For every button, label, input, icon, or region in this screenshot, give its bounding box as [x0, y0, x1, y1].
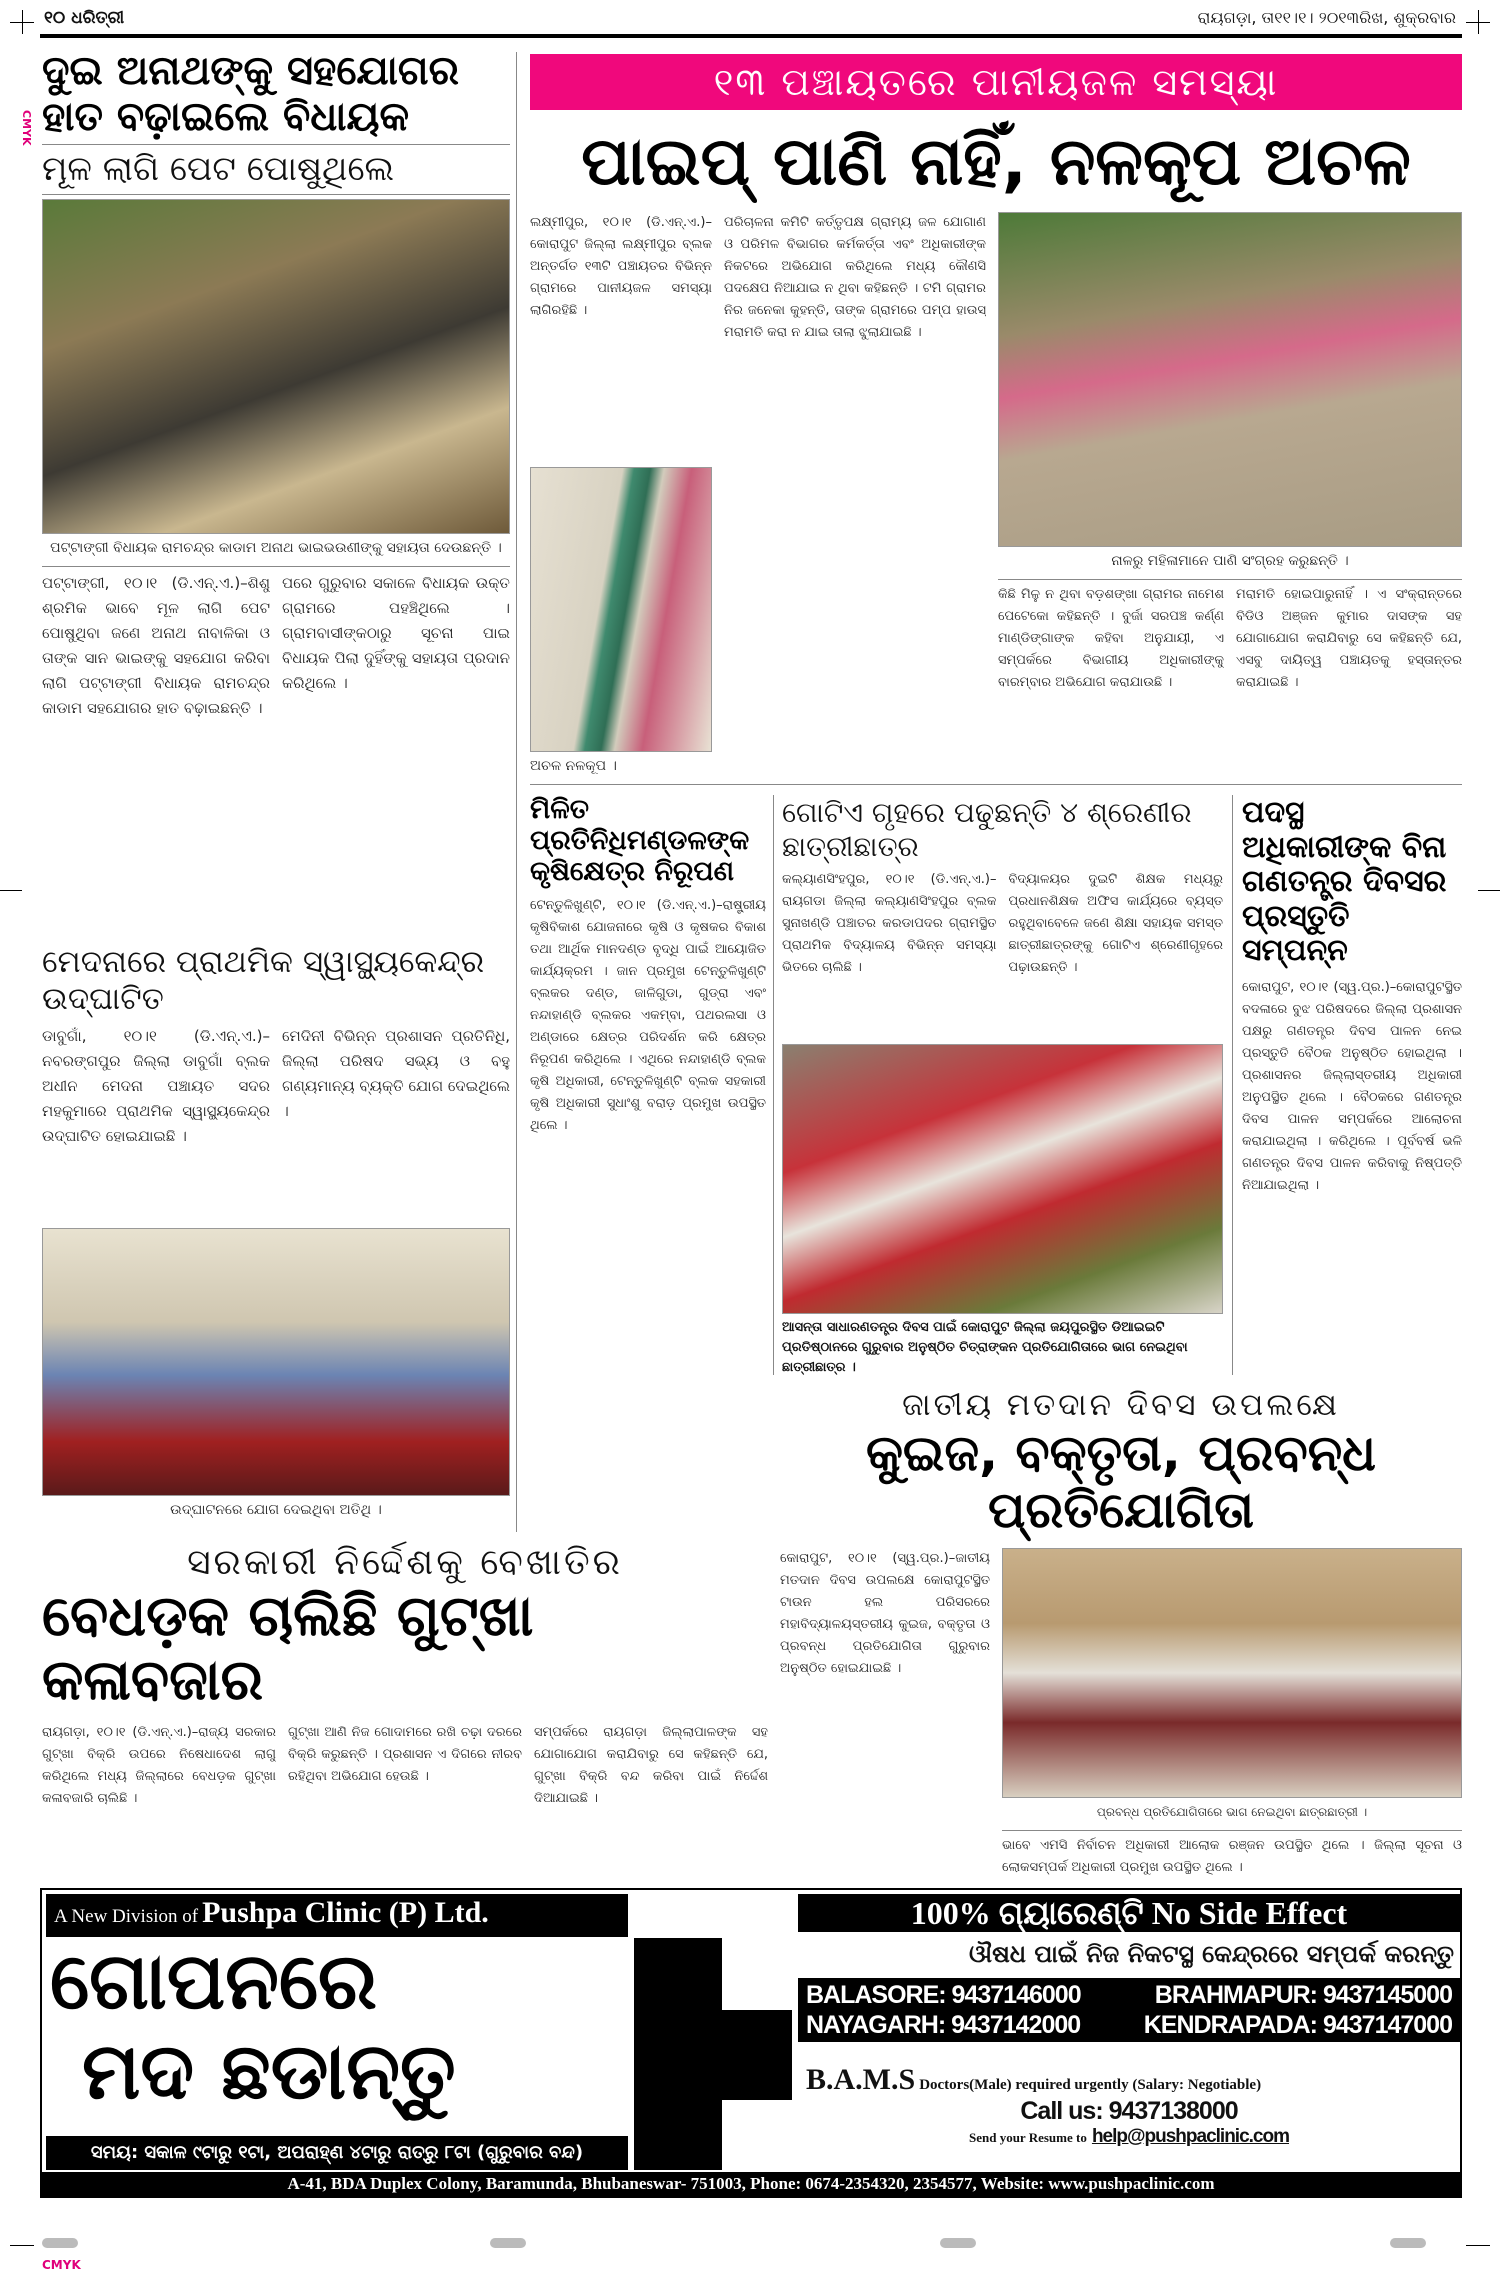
headline-republic-day: ପଦସ୍ଥ ଅଧିକାରୀଙ୍କ ବିନା ଗଣତନ୍ତ୍ର ଦିବସର ପ୍ରସ୍ତୁତି ସମ୍ପନ୍ନ — [1242, 796, 1447, 968]
kicker-banner-water: ୧୩ ପଞ୍ଚାୟତରେ ପାନୀୟଜଳ ସମସ୍ୟା — [530, 54, 1462, 110]
column-divider — [516, 52, 517, 1532]
body-krushi: ଟେନ୍ତୁଳିଖୁଣ୍ଟି, ୧୦।୧ (ଡି.ଏନ୍.ଏ.)–ରାଷ୍ଟ୍ରୀୟ କୃଷିବିକାଶ ଯୋଜନାରେ କୃଷି ଓ କୃଷକର ବିକାଶ ତଥା ଆର୍ଥିକ ମାନଦଣ୍ଡ ବୃଦ୍ଧି ପାଇଁ ଆୟୋଜିତ କାର୍ଯ୍ୟକ୍ରମ । ଜାନ ପ୍ରମୁଖ ଟେନ୍ତୁଳିଖୁଣ୍ଟି ବ୍ଲକର ଦଣ୍ଡ, ଜାଳିଗୁଡା, ଗୁଡ୍ରା ଏବଂ ନନ୍ଦାହାଣ୍ଡି ବ୍ଲକର ଏକମ୍ବା, ପଥରଲସା ଓ ଅଣ୍ଡାରେ କ୍ଷେତ୍ର ପରିଦର୍ଶନ କରି କ୍ଷେତ୍ର ନିରୂପଣ କରିଥିଲେ । ଏଥିରେ ନନ୍ଦାହାଣ୍ଡି ବ୍ଲକ କୃଷି ଅଧିକାରୀ, ଟେନ୍ତୁଳିଖୁଣ୍ଟି ବ୍ଲକ ସହକାରୀ କୃଷି ଅଧିକାରୀ ସୁଧାଂଶୁ ବରାଡ଼ ପ୍ରମୁଖ ଉପସ୍ଥିତ ଥିଲେ । — [530, 898, 766, 1134]
caption-voter-day: ପ୍ରବନ୍ଧ ପ୍ରତିଯୋଗିତାରେ ଭାଗ ନେଇଥିବା ଛାତ୍ରଛାତ୍ରୀ । — [1096, 1804, 1368, 1819]
center-nayagarh: NAYAGARH: 9437142000 — [806, 2010, 1081, 2039]
photo-defunct-tubewell — [530, 467, 712, 752]
registration-mark — [1478, 10, 1479, 34]
kicker-voter-day: ଜାତୀୟ ମତଦାନ ଦିବସ ଉପଲକ୍ଷେ — [902, 1387, 1340, 1423]
registration-mark — [0, 890, 22, 891]
divider — [42, 144, 510, 145]
divider — [42, 566, 510, 567]
body-voter-col1: କୋରାପୁଟ, ୧୦।୧ (ସ୍ୱ.ପ୍ର.)–ଜାତୀୟ ମତଦାନ ଦିବସ ଉପଲକ୍ଷେ କୋରାପୁଟସ୍ଥିତ ଟାଉନ ହଲ ପରିସରରେ ମହାବିଦ୍ୟାଳୟସ୍ତରୀୟ କୁଇଜ, ବକ୍ତୃତା ଓ ପ୍ରବନ୍ଧ ପ୍ରତିଯୋଗିତା ଗୁରୁବାର ଅନୁଷ୍ଠିତ ହୋଇଯାଇଛି । — [780, 1550, 990, 1676]
page-label: ୧୦ ଧରିତ୍ରୀ — [44, 8, 125, 28]
color-tag-footer: CMYK — [42, 2258, 81, 2272]
ad-resume-line — [806, 2126, 1452, 2149]
center-kendrapada: KENDRAPADA: 9437147000 — [1143, 2010, 1452, 2039]
ad-contact-line: ଔଷଧ ପାଇଁ ନିଜ ନିକଟସ୍ଥ କେନ୍ଦ୍ରରେ ସମ୍ପର୍କ କରନ୍ତୁ — [969, 1940, 1454, 1968]
ad-right-panel — [798, 1894, 1460, 2170]
story-republic-day — [1242, 796, 1462, 1378]
body-orphans-col1: ପଟ୍ଟାଙ୍ଗୀ, ୧୦।୧ (ଡି.ଏନ୍.ଏ.)–ଶିଶୁ ଶ୍ରମିକ ଭାବେ ମୂଳ ଲାଗି ପେଟ ପୋଷୁଥିବା ଜଣେ ଅନାଥ ନାବାଳିକା ଓ ତାଙ୍କ ସାନ ଭାଇଙ୍କୁ ସହଯୋଗ କରିବା ଲାଗି ପଟ୍ଟାଙ୍ଗୀ ବିଧାୟକ ରାମଚନ୍ଦ୍ର କାଡାମ ସହଯୋଗର ହାତ ବଢ଼ାଇଛନ୍ତି । — [42, 573, 270, 717]
story-gutkha — [42, 1540, 768, 1878]
footer-mark — [940, 2238, 976, 2248]
story-krushi — [530, 794, 766, 1378]
headline-voter-day: କୁଇଜ, ବକ୍ତୃତା, ପ୍ରବନ୍ଧ ପ୍ରତିଯୋଗିତା — [865, 1423, 1377, 1540]
divider — [998, 579, 1462, 580]
body-voter-col2: ଭାବେ ଏମସି ନିର୍ବାଚନ ଅଧିକାରୀ ଆଲୋକ ରଞ୍ଜନ ଉପସ୍ଥିତ ଥିଲେ । ଜିଲ୍ଲା ସୂଚନା ଓ ଲୋକସମ୍ପର୍କ ଅଧିକାରୀ ପ୍ରମୁଖ ଉପସ୍ଥିତ ଥିଲେ । — [1002, 1837, 1462, 1875]
footer-mark — [1390, 2238, 1426, 2248]
caption-orphans: ପଟ୍ଟାଙ୍ଗୀ ବିଧାୟକ ରାମଚନ୍ଦ୍ର କାଡାମ ଅନାଥ ଭାଇଭଉଣୀଙ୍କୁ ସହାୟତା ଦେଉଛନ୍ତି । — [50, 539, 502, 556]
column-divider — [773, 795, 774, 1375]
advertisement-pushpa-clinic — [40, 1888, 1462, 2198]
ad-bams-line — [806, 2063, 1452, 2096]
ad-bams-text: Doctors(Male) required urgently (Salary: Negotiable) — [919, 2076, 1262, 2093]
ad-email-link[interactable]: help@pushpaclinic.com — [1091, 2125, 1290, 2147]
registration-mark — [10, 2245, 34, 2246]
dateline: ରାୟଗଡ଼ା, ତା୧୧।୧। ୨୦୧୩ରିଖ, ଶୁକ୍ରବାର — [1197, 8, 1456, 27]
ad-division-prefix: A New Division of — [54, 1906, 199, 1927]
story-school — [782, 796, 1223, 1378]
caption-school: ଆସନ୍ତା ସାଧାରଣତନ୍ତ୍ର ଦିବସ ପାଇଁ କୋରାପୁଟ ଜିଲ୍ଲା ଜୟପୁରସ୍ଥିତ ଡିଆଇଇଟି ପ୍ରତିଷ୍ଠାନରେ ଗୁରୁବାର ଅନୁଷ୍ଠିତ ଚିତ୍ରାଙ୍କନ ପ୍ରତିଯୋଗିତାରେ ଭାଗ ନେଇଥିବା ଛାତ୍ରୀଛାତ୍ର । — [782, 1320, 1188, 1375]
ad-company-name: Pushpa Clinic (P) Ltd. — [202, 1896, 489, 1929]
headline-krushi: ମିଳିତ ପ୍ରତିନିଧିମଣ୍ଡଳଙ୍କ କୃଷିକ୍ଷେତ୍ର ନିରୂପଣ — [530, 794, 750, 888]
body-water-col2: ପରିଚାଳନା କମିଟି କର୍ତ୍ତୃପକ୍ଷ ଗ୍ରାମ୍ୟ ଜଳ ଯୋଗାଣ ଓ ପରିମଳ ବିଭାଗର କର୍ମକର୍ତ୍ତା ଏବଂ ଅଧିକାରୀଙ୍କ ନିକଟରେ ଅଭିଯୋଗ କରିଥିଲେ ମଧ୍ୟ କୌଣସି ପଦକ୍ଷେପ ନିଆଯାଇ ନ ଥିବା କହିଛନ୍ତି । ଟମି ଗ୍ରାମର ନିର ଜନେକା କୁହନ୍ତି, ତାଙ୍କ ଗ୍ରାମରେ ପମ୍ପ ହାଉସ୍ ମରାମତି କରା ନ ଯାଇ ତାଲା ଝୁଲାଯାଇଛି । — [724, 214, 986, 340]
cross-icon — [634, 1938, 722, 2170]
story-orphans — [42, 48, 510, 936]
ad-call-number: Call us: 9437138000 — [1020, 2096, 1238, 2125]
body-water-col3: କିଛି ମିଳୁ ନ ଥିବା ବଡ଼ଶଙ୍ଖା ଗ୍ରାମର ନାମେଶ ପେଟେକୋ କହିଛନ୍ତି । ବୁର୍ଜା ସରପଞ୍ଚ କର୍ଣ୍ଣ ମାଣ୍ଡିଙ୍ଗାଙ୍କ କହିବା ଅନୁଯାୟୀ, ଏ ସମ୍ପର୍କରେ ବିଭାଗୀୟ ଅଧିକାରୀଙ୍କୁ ବାରମ୍ବାର ଅଭିଯୋଗ କରାଯାଉଛି । — [998, 586, 1224, 690]
footer-mark — [42, 2238, 78, 2248]
divider — [1002, 1830, 1462, 1831]
ad-resume-prefix: Send your Resume to — [968, 2129, 1087, 2145]
ad-centers-box — [798, 1978, 1460, 2042]
body-orphans-col2: ପରେ ଗୁରୁବାର ସକାଳେ ବିଧାୟକ ଉକ୍ତ ଗ୍ରାମରେ ପହଞ୍ଚିଥିଲେ । ଗ୍ରାମବାସୀଙ୍କଠାରୁ ସୂଚନା ପାଇ ବିଧାୟକ ପିଲା ଦୁହିଁଙ୍କୁ ସହାୟତା ପ୍ରଦାନ କରିଥିଲେ । — [282, 573, 510, 692]
ad-timing-banner: ସମୟ: ସକାଳ ୯ଟାରୁ ୧ଟା, ଅପରାହ୍ଣ ୪ଟାରୁ ରାତ୍ରୁ ୮ଟା (ଗୁରୁବାର ବନ୍ଦ) — [46, 2136, 628, 2170]
body-medana-col2: ମେଦିନୀ ବିଭିନ୍ନ ପ୍ରଶାସନ ପ୍ରତିନିଧି, ଜିଲ୍ଲା ପରିଷଦ ସଭ୍ୟ ଓ ବହୁ ଗଣ୍ୟମାନ୍ୟ ବ୍ୟକ୍ତି ଯୋଗ ଦେଇଥିଲେ । — [282, 1027, 510, 1121]
headline-school: ଗୋଟିଏ ଗୃହରେ ପଢୁଛନ୍ତି ୪ ଶ୍ରେଣୀର ଛାତ୍ରୀଛାତ୍ର — [782, 796, 1192, 863]
caption-water-photo: ନାଳରୁ ମହିଳାମାନେ ପାଣି ସଂଗ୍ରହ କରୁଛନ୍ତି । — [1111, 552, 1349, 569]
center-balasore: BALASORE: 9437146000 — [806, 1980, 1081, 2009]
story-voter-day — [780, 1386, 1462, 1878]
photo-women-collecting-water — [998, 212, 1462, 547]
registration-mark — [22, 10, 23, 34]
footer-mark — [490, 2238, 526, 2248]
body-gutkha-col1: ରାୟଗଡ଼ା, ୧୦।୧ (ଡି.ଏନ୍.ଏ.)–ରାଜ୍ୟ ସରକାର ଗୁଟ୍‌ଖା ବିକ୍ରି ଉପରେ ନିଷେଧାଦେଶ ଲାଗୁ କରିଥିଲେ ମଧ୍ୟ ଜିଲ୍ଲାରେ ବେଧଡ଼କ ଗୁଟ୍‌ଖା କଳାବଜାରି ଚାଲିଛି । — [42, 1724, 276, 1806]
column-divider — [1232, 795, 1233, 1375]
divider — [530, 784, 1462, 785]
center-brahmapur: BRAHMAPUR: 9437145000 — [1154, 1980, 1452, 2009]
headline-medana: ମେଦନାରେ ପ୍ରାଥମିକ ସ୍ୱାସ୍ଥ୍ୟକେନ୍ଦ୍ର ଉଦ୍‌ଘାଟିତ — [42, 944, 485, 1018]
story-medana — [42, 944, 510, 1524]
body-gutkha-col2: ଗୁଟ୍‌ଖା ଆଣି ନିଜ ଗୋଦାମରେ ରଖି ଚଢ଼ା ଦରରେ ବିକ୍ରି କରୁଛନ୍ତି । ପ୍ରଶାସନ ଏ ଦିଗରେ ନୀରବ ରହିଥିବା ଅଭିଯୋଗ ହେଉଛି । — [288, 1724, 522, 1784]
ad-guarantee-banner: 100% ଗ୍ୟାରେଣ୍ଟି No Side Effect — [798, 1894, 1460, 1932]
kicker-gutkha: ସରକାରୀ ନିର୍ଦ୍ଦେଶକୁ ବେଖାତିର — [187, 1542, 623, 1583]
body-water-col1: ଲକ୍ଷ୍ମୀପୁର, ୧୦।୧ (ଡି.ଏନ୍.ଏ.)–କୋରାପୁଟ ଜିଲ୍ଲା ଲକ୍ଷ୍ମୀପୁର ବ୍ଲକ ଅନ୍ତର୍ଗତ ୧୩ଟି ପଞ୍ଚାୟତର ବିଭିନ୍ନ ଗ୍ରାମରେ ପାନୀୟଜଳ ସମସ୍ୟା ଲାଗିରହିଛି । — [530, 214, 712, 318]
caption-medana: ଉଦ୍‌ଘାଟନରେ ଯୋଗ ଦେଇଥିବା ଅତିଥି । — [170, 1502, 382, 1518]
headline-orphans: ଦୁଇ ଅନାଥଙ୍କୁ ସହଯୋଗର ହାତ ବଢ଼ାଇଲେ ବିଧାୟକ — [42, 48, 459, 140]
subhead-orphans: ମୂଳ ଲାଗି ପେଟ ପୋଷୁଥିଲେ — [42, 149, 395, 189]
ad-headline-line2: ମଦ ଛଡାନ୍ତୁ — [82, 2027, 456, 2117]
header-rule — [40, 34, 1462, 38]
photo-inauguration — [42, 1228, 510, 1496]
ad-address-bar: A-41, BDA Duplex Colony, Baramunda, Bhubaneswar- 751003, Phone: 0674-2354320, 2354577, Website: www.pushpaclinic.com — [42, 2172, 1460, 2196]
ad-bams: B.A.M.S — [806, 2062, 916, 2096]
body-water-col4: ମରାମତି ହୋଇପାରୁନାହିଁ । ଏ ସଂକ୍ରାନ୍ତରେ ବିଡିଓ ଅଞ୍ଜନ କୁମାର ଦାସଙ୍କ ସହ ଯୋଗାଯୋଗ କରାଯିବାରୁ ସେ କହିଛନ୍ତି ଯେ, ଏସବୁ ଦାୟିତ୍ୱ ପଞ୍ଚାୟତକୁ ହସ୍ତାନ୍ତର କରାଯାଇଛି । — [1236, 586, 1462, 690]
photo-essay-competition — [1002, 1548, 1462, 1798]
headline-water: ପାଇପ୍ ପାଣି ନାହିଁ, ନଳକୂପ ଅଚଳ — [581, 123, 1411, 200]
photo-drawing-competition — [782, 1044, 1223, 1314]
cross-icon — [722, 2010, 792, 2100]
body-school-col2: ବିଦ୍ୟାଳୟର ଦୁଇଟି ଶିକ୍ଷକ ମଧ୍ୟରୁ ପ୍ରଧାନଶିକ୍ଷକ ଅଫିସ କାର୍ଯ୍ୟରେ ବ୍ୟସ୍ତ ରହୁଥିବାବେଳେ ଜଣେ ଶିକ୍ଷା ସହାୟକ ସମସ୍ତ ଛାତ୍ରୀଛାତ୍ରଙ୍କୁ ଗୋଟିଏ ଶ୍ରେଣୀଗୃହରେ ପଢ଼ାଉଛନ୍ତି । — [1008, 872, 1223, 976]
photo-mla-helping-orphans — [42, 199, 510, 534]
headline-gutkha: ବେଧଡ଼କ ଚାଲିଛି ଗୁଟ୍‌ଖା କଳାବଜାର — [42, 1584, 534, 1714]
divider — [42, 194, 510, 195]
ad-division-banner — [46, 1894, 628, 1937]
body-medana-col1: ଡାବୁଗାଁ, ୧୦।୧ (ଡି.ଏନ୍.ଏ.)–ନବରଙ୍ଗପୁର ଜିଲ୍ଲା ଡାବୁଗାଁ ବ୍ଲକ ଅଧୀନ ମେଦନା ପଞ୍ଚାୟତ ସଦର ମହକୁମାରେ ପ୍ରାଥମିକ ସ୍ୱାସ୍ଥ୍ୟକେନ୍ଦ୍ର ଉଦ୍‌ଘାଟିତ ହୋଇଯାଇଛି । — [42, 1027, 270, 1146]
body-gutkha-col3: ସମ୍ପର୍କରେ ରାୟଗଡ଼ା ଜିଲ୍ଲାପାଳଙ୍କ ସହ ଯୋଗାଯୋଗ କରାଯିବାରୁ ସେ କହିଛନ୍ତି ଯେ, ଗୁଟ୍‌ଖା ବିକ୍ରି ବନ୍ଦ କରିବା ପାଇଁ ନିର୍ଦ୍ଦେଶ ଦିଆଯାଇଛି । — [534, 1724, 768, 1806]
registration-mark — [1466, 2245, 1490, 2246]
caption-tubewell: ଅଚଳ ନଳକୂପ । — [530, 758, 617, 774]
registration-mark — [1478, 890, 1500, 891]
body-school-col1: କଲ୍ୟାଣସିଂହପୁର, ୧୦।୧ (ଡି.ଏନ୍.ଏ.)–ରାୟଗଡା ଜିଲ୍ଲା କଲ୍ୟାଣସିଂହପୁର ବ୍ଲକ ସୁନାଖଣ୍ଡି ପଞ୍ଚାତର କରଡାପଦର ଗ୍ରାମସ୍ଥିତ ପ୍ରାଥମିକ ବିଦ୍ୟାଳୟ ବିଭିନ୍ନ ସମସ୍ୟା ଭିତରେ ଚାଲିଛି । — [782, 872, 997, 976]
ad-headline-line1: ଗୋପନରେ — [50, 1937, 378, 2027]
story-water — [530, 54, 1462, 780]
ad-left-panel — [46, 1894, 628, 2170]
body-republic-day: କୋରାପୁଟ, ୧୦।୧ (ସ୍ୱ.ପ୍ର.)–କୋରାପୁଟସ୍ଥିତ ବଦଳାରେ ବୁଝ ପରିଷଦରେ ଜିଲ୍ଲା ପ୍ରଶାସନ ପକ୍ଷରୁ ଗଣତନ୍ତ୍ର ଦିବସ ପାଳନ ନେଇ ପ୍ରସ୍ତୁତି ବୈଠକ ଅନୁଷ୍ଠିତ ହୋଇଥିଲା । ପ୍ରଶାସନର ଜିଲ୍ଲାସ୍ତରୀୟ ଅଧିକାରୀ ଅନୁପସ୍ଥିତ ଥିଲେ । ବୈଠକରେ ଗଣତନ୍ତ୍ର ଦିବସ ପାଳନ ସମ୍ପର୍କରେ ଆଲୋଚନା କରାଯାଇଥିଲା । କରିଥିଲେ । ପୂର୍ବବର୍ଷ ଭଳି ଗଣତନ୍ତ୍ର ଦିବସ ପାଳନ କରିବାକୁ ନିଷ୍ପତ୍ତି ନିଆଯାଇଥିଲା । — [1242, 979, 1462, 1193]
color-tag: CMYK — [20, 110, 33, 146]
